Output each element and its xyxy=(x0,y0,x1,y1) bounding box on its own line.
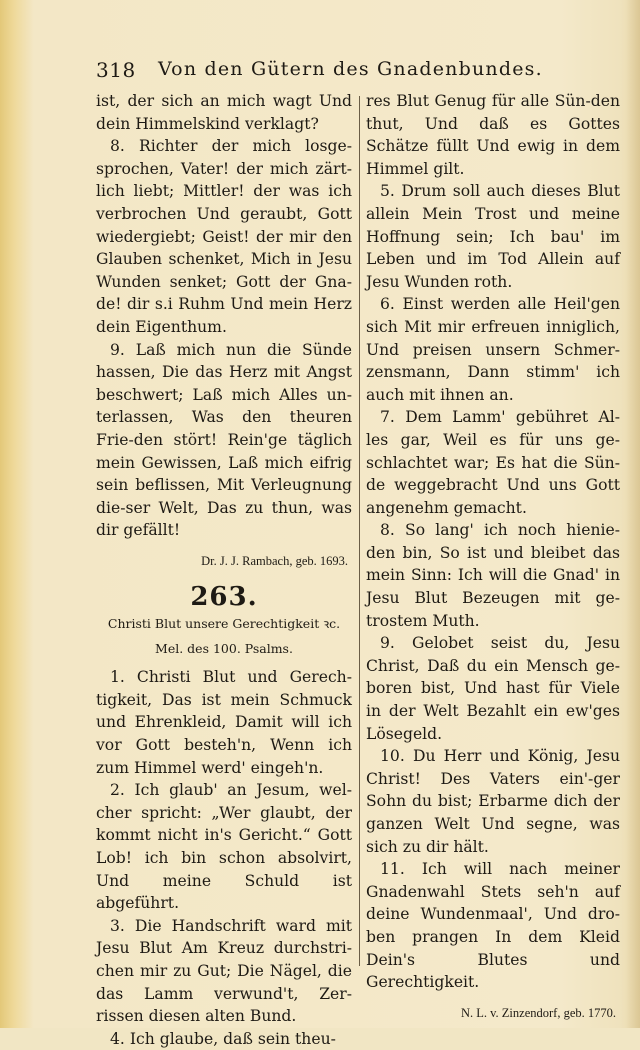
stanza-3: 3. Die Handschrift ward mit Jesu Blut Am Kreuz durchstri-chen mir zu Gut; Die Nägel, die das Lamm verwund't, Zer-rissen diesen alten Bund. xyxy=(96,916,352,1026)
stanza-10: 10. Du Herr und König, Jesu Christ! Des Vaters ein'-ger Sohn du bist; Erbarme dich der ganzen Welt Und segne, was sich zu dir hält. xyxy=(366,747,620,856)
stanza-8b: 8. So lang' ich noch hienie-den bin, So ist und bleibet das mein Sinn: Ich will die Gnad' in Jesu Blut Bezeugen mit ge-trostem Muth. xyxy=(366,521,620,630)
melody-note: Mel. des 100. Psalms. xyxy=(155,640,293,656)
page-edge-shadow xyxy=(626,0,640,1028)
right-column xyxy=(366,90,620,1036)
running-title: Von den Gütern des Gnadenbundes. xyxy=(158,58,543,80)
page-header xyxy=(96,56,566,84)
stanza-6: 6. Einst werden alle Heil'gen sich Mit mir erfreuen inniglich, Und preisen unsern Schmer-zensmann, Dann stimm' ich auch mit ihnen an. xyxy=(366,295,620,404)
author-credit-2: N. L. v. Zinzendorf, geb. 1770. xyxy=(460,1005,616,1020)
stanza-11: 11. Ich will nach meiner Gnadenwahl Stets seh'n auf deine Wundenmaal', Und dro-ben prangen In dem Kleid Dein's Blutes und Gerechtigkeit. xyxy=(366,860,620,992)
hymn-title: Christi Blut unsere Gerechtigkeit ꝛc. xyxy=(107,616,341,632)
stanza-2: 2. Ich glaub' an Jesum, wel-cher spricht: „Wer glaubt, der kommt nicht in's Gericht.“ Gott Lob! ich bin schon absolvirt, Und meine Schuld ist abgeführt. xyxy=(96,781,352,913)
stanza-5: 5. Drum soll auch dieses Blut allein Mein Trost und meine Hoffnung sein; Ich bau' im Leben und im Tod Allein auf Jesu Wunden roth. xyxy=(366,182,620,291)
left-column xyxy=(96,90,352,1050)
stanza-4-end: res Blut Genug für alle Sün-den thut, Und daß es Gottes Schätze füllt Und ewig in dem Himmel gilt. xyxy=(366,92,620,178)
column-divider xyxy=(359,96,360,966)
stanza-9b: 9. Gelobet seist du, Jesu Christ, Daß du ein Mensch ge-boren bist, Und hast für Viele in der Welt Bezahlt ein ew'ges Lösegeld. xyxy=(366,634,620,743)
stanza-1: 1. Christi Blut und Gerech-tigkeit, Das ist mein Schmuck und Ehrenkleid, Damit will ich vor Gott besteh'n, Wenn ich zum Himmel werd' eingeh'n. xyxy=(96,668,352,777)
stanza-continuation: ist, der sich an mich wagt Und dein Himmelskind verklagt? xyxy=(96,92,352,133)
stanza-8: 8. Richter der mich losge-sprochen, Vater! der mich zärt-lich liebt; Mittler! der was ich verbrochen Und geraubt, Gott wiedergiebt; Geist! der mir den Glauben schenket, Mich in Jesu Wunden senket; Gott der Gna-de! dir s.i Ruhm Und mein Herz dein Eigenthum. xyxy=(96,137,352,336)
stanza-9: 9. Laß mich nun die Sünde hassen, Die das Herz mit Angst beschwert; Laß mich Alles un-terlassen, Was den theuren Frie-den stört! Rein'ge täglich mein Gewissen, Laß mich eifrig sein beflissen, Mit Verleugnung die-ser Welt, Das zu thun, was dir gefällt! xyxy=(96,340,352,540)
hymn-number: 263. xyxy=(190,582,258,613)
stanza-7: 7. Dem Lamm' gebühret Al-les gar, Weil es für uns ge-schlachtet war; Es hat die Sün-de weggebracht Und uns Gott angenehm gemacht. xyxy=(366,408,620,517)
page-number: 318 xyxy=(96,58,136,82)
stanza-4-start: 4. Ich glaube, daß sein theu- xyxy=(110,1029,336,1048)
author-credit: Dr. J. J. Rambach, geb. 1693. xyxy=(201,553,348,568)
